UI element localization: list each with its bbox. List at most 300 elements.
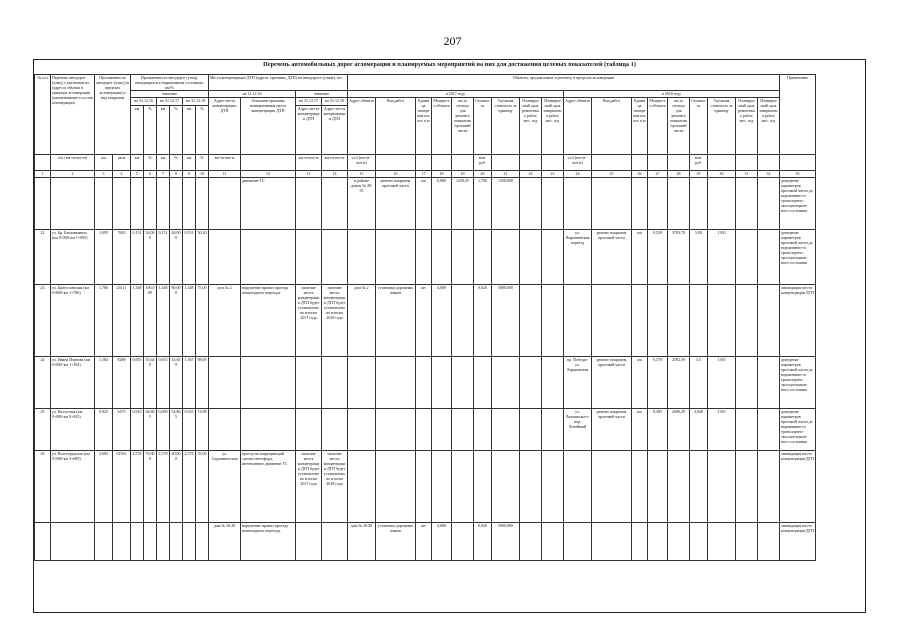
cell-road: ул. Ивана Первова (км 0+000-км 1+184) xyxy=(51,357,95,409)
header-conc-d1: на 31.12.16 xyxy=(209,91,296,98)
table-row xyxy=(35,451,816,523)
cell-w-unitcost: 5000,000 xyxy=(492,523,520,561)
column-number: 27 xyxy=(648,171,668,178)
cell-v2 xyxy=(157,523,170,561)
header-w-addr: Адрес объекта xyxy=(348,98,376,155)
cell-road xyxy=(51,178,95,230)
cell-conc-cause: нарушение правил проезда пешеходного перехода xyxy=(241,285,296,357)
cell-w2-unit: км xyxy=(632,230,648,285)
cell-w2-addr xyxy=(564,523,592,561)
cell-w2-cost: 5,00 xyxy=(690,230,708,285)
cell-p1: 64,865 xyxy=(144,409,157,451)
cell-v3 xyxy=(183,523,196,561)
cell-p3: 55,00 xyxy=(196,451,209,523)
cell-w2-type xyxy=(592,178,632,230)
cell-p2: 43,659 xyxy=(170,357,183,409)
header-norm: Протяженность автодорог (улиц), находящихся в нормативном состоянии, км/% xyxy=(131,75,209,91)
column-number: 4 xyxy=(113,171,131,178)
cell-conc-a2 xyxy=(296,409,322,451)
cell-n xyxy=(35,523,51,561)
header-w-plan2: Планируемый срок завершения работ, мес. год xyxy=(542,98,564,155)
cell-v2: 0,151 xyxy=(157,230,170,285)
header-norm-value: значение xyxy=(131,91,209,98)
cell-w-plan2 xyxy=(542,230,564,285)
cell-w-plan xyxy=(520,451,542,523)
cell-w2-unit xyxy=(632,451,648,523)
cell-w2-unitcost xyxy=(708,178,736,230)
cell-conc-addr: дом № 2 xyxy=(209,285,241,357)
cell-w2-plan2 xyxy=(758,178,780,230)
column-number: 21 xyxy=(492,171,520,178)
cell-conc-cause: нарушение правил проезда пешеходного перехода xyxy=(241,523,296,561)
header-w2-plan: Планируемый срок ремонтных работ, мес. год xyxy=(736,98,758,155)
cell-w-plan xyxy=(520,178,542,230)
cell-note: доведение параметров проезжей части до нормативно-го транспортно-эксплуатацион-ного состояния xyxy=(780,230,816,285)
cell-w-addr xyxy=(348,409,376,451)
cell-w2-addr: ул. Лятошкского-пер. Литейный xyxy=(564,409,592,451)
cell-w-addr xyxy=(348,230,376,285)
cell-w2-cost xyxy=(690,523,708,561)
cell-w-plan2 xyxy=(542,178,564,230)
column-number: 26 xyxy=(632,171,648,178)
roads-table xyxy=(34,74,816,561)
header-w-share: км за столько для ремонта покрытия проезжей части xyxy=(452,98,474,155)
cell-w2-plan2 xyxy=(758,451,780,523)
cell-w-power xyxy=(432,230,452,285)
column-number: 18 xyxy=(432,171,452,178)
cell-w2-power xyxy=(648,451,668,523)
table-row xyxy=(35,523,816,561)
cell-w-unitcost: 5000,000 xyxy=(492,285,520,357)
cell-w2-cost xyxy=(690,451,708,523)
cell-w-type xyxy=(376,357,416,409)
cell-w-type xyxy=(376,409,416,451)
cell-len-kvm xyxy=(113,178,131,230)
cell-w2-unitcost: 1350 xyxy=(708,409,736,451)
cell-w-type xyxy=(376,230,416,285)
cell-w-share xyxy=(452,230,474,285)
cell-w-power: 0,880 xyxy=(432,178,452,230)
cell-w2-unitcost: 1350 xyxy=(708,230,736,285)
cell-v1 xyxy=(131,523,144,561)
cell-n: 23 xyxy=(35,285,51,357)
cell-w-addr xyxy=(348,451,376,523)
cell-w2-share xyxy=(668,285,690,357)
cell-p3: 50,20 xyxy=(196,230,209,285)
cell-w2-unit: км xyxy=(632,357,648,409)
cell-w2-unit xyxy=(632,523,648,561)
column-number: 16 xyxy=(376,171,416,178)
header-conc-cause: Описание причины возникновения места концентрации ДТП xyxy=(241,98,296,155)
header-w2-unit: Единица измерения км, шт, п.м xyxy=(632,98,648,155)
header-w-unitcost: Удельная стоимость за единицу xyxy=(492,98,520,155)
cell-w-share xyxy=(452,523,474,561)
column-number: 3 xyxy=(95,171,113,178)
cell-w2-unitcost xyxy=(708,451,736,523)
cell-v3: 1,567 xyxy=(183,357,196,409)
table-title: Перечень автомобильных дорог агломерации и планируемых мероприятий на них для достижения целевых показателей (таблица 1) xyxy=(263,62,636,68)
cell-p3: 98,69 xyxy=(196,357,209,409)
cell-w2-addr xyxy=(564,285,592,357)
cell-w2-type: ремонт покрытия проезжей части xyxy=(592,230,632,285)
header-w-cost: Стоимость xyxy=(474,98,492,155)
cell-w2-share xyxy=(668,523,690,561)
header-w2-share: км за столько для ремонта покрытия проезжей части xyxy=(668,98,690,155)
cell-conc-a2 xyxy=(296,523,322,561)
cell-w2-power xyxy=(648,523,668,561)
cell-v3: 2,578 xyxy=(183,451,196,523)
document-sheet xyxy=(33,59,866,613)
cell-p3: 74,98 xyxy=(196,409,209,451)
cell-w2-plan xyxy=(736,357,758,409)
header-conc-addr3: Адрес места концентрации ДТП xyxy=(322,106,348,155)
cell-conc-addr xyxy=(209,230,241,285)
cell-conc-cause xyxy=(241,357,296,409)
cell-conc-a3 xyxy=(322,178,348,230)
cell-conc-a3 xyxy=(322,523,348,561)
cell-w-power xyxy=(432,409,452,451)
cell-w-unitcost xyxy=(492,451,520,523)
cell-v1: 1,348 xyxy=(131,285,144,357)
cell-w-plan2 xyxy=(542,409,564,451)
cell-conc-a3: наличие места концентрации ДТП будет установлено по итогам 2018 года xyxy=(322,451,348,523)
cell-w-addr: в районе домов № 49-55 xyxy=(348,178,376,230)
cell-w-unit xyxy=(416,451,432,523)
header-norm-d1: на 31.12.16 xyxy=(131,98,157,106)
column-number: 5 xyxy=(131,171,144,178)
cell-w2-power xyxy=(648,178,668,230)
cell-w2-power: 0,370 xyxy=(648,357,668,409)
column-number: 31 xyxy=(736,171,758,178)
cell-w2-share: 2696,29 xyxy=(668,409,690,451)
unit-km: км xyxy=(95,155,113,171)
cell-w2-type xyxy=(592,523,632,561)
unit-road: п/п (км+м-км+м) xyxy=(51,155,95,171)
cell-w2-cost xyxy=(690,285,708,357)
cell-conc-cause: движение ТС xyxy=(241,178,296,230)
header-units-row: п/п (км+м-км+м) км кв.м км % км % км % км+м-км+м км+м-км+м км+м-км+м п/п (км+м-км+м) млн. руб. п/п (км+м-км+м) млн. руб. xyxy=(35,155,816,171)
cell-w2-plan2 xyxy=(758,285,780,357)
cell-w2-unitcost xyxy=(708,523,736,561)
cell-road: ул. Волгоградская (км 0+000-км 3+683) xyxy=(51,451,95,523)
cell-w2-type: ремонт покрытия проезжей части xyxy=(592,409,632,451)
cell-w2-type xyxy=(592,451,632,523)
header-norm-pct1: % xyxy=(144,106,157,155)
cell-p2: 60,000 xyxy=(170,451,183,523)
cell-w-plan xyxy=(520,523,542,561)
cell-w-power: 4,000 xyxy=(432,285,452,357)
cell-len-km: 1,095 xyxy=(95,230,113,285)
cell-v2: 1,348 xyxy=(157,285,170,357)
header-w-power: Мощность объекта xyxy=(432,98,452,155)
column-number: 20 xyxy=(474,171,492,178)
header-conc-addr2: Адрес места концентрации ДТП xyxy=(296,106,322,155)
cell-w-unit: шт xyxy=(416,285,432,357)
header-norm-d2: на 31.12.17 xyxy=(157,98,183,106)
cell-road xyxy=(51,523,95,561)
cell-w2-addr xyxy=(564,451,592,523)
cell-len-km: 3,683 xyxy=(95,451,113,523)
header-w-type: Вид работ xyxy=(376,98,416,155)
cell-len-km: 1,786 xyxy=(95,285,113,357)
header-norm-km1: км xyxy=(131,106,144,155)
cell-w2-unit xyxy=(632,178,648,230)
header-year-2017: в 2017 году xyxy=(348,91,564,98)
cell-w2-plan2 xyxy=(758,230,780,285)
cell-v3: 1,348 xyxy=(183,285,196,357)
header-w2-type: Вид работ xyxy=(592,98,632,155)
cell-conc-a3: наличие места концентрации ДТП будет установлено по итогам 2018 года xyxy=(322,285,348,357)
cell-conc-a3 xyxy=(322,357,348,409)
cell-v2: 2,578 xyxy=(157,451,170,523)
cell-n: 26 xyxy=(35,451,51,523)
cell-w2-plan2 xyxy=(758,409,780,451)
header-w2-power: Мощность объекта xyxy=(648,98,668,155)
cell-w2-unit: км xyxy=(632,409,648,451)
header-row-3 xyxy=(35,98,816,106)
column-number: 8 xyxy=(170,171,183,178)
cell-p1: 54,000 xyxy=(144,230,157,285)
cell-p1 xyxy=(144,523,157,561)
cell-w-plan xyxy=(520,230,542,285)
cell-w-addr: дом № 2 xyxy=(348,285,376,357)
cell-w-cost xyxy=(474,409,492,451)
cell-len-kvm: 61591 xyxy=(113,451,131,523)
header-norm-km3: км xyxy=(183,106,196,155)
column-number: 22 xyxy=(520,171,542,178)
cell-w2-power: 0,385 xyxy=(648,409,668,451)
page-number: 207 xyxy=(443,34,462,48)
header-norm-km2: км xyxy=(157,106,170,155)
cell-v2: 0,655 xyxy=(157,357,170,409)
cell-v1: 2,578 xyxy=(131,451,144,523)
column-number: 14 xyxy=(322,171,348,178)
cell-v2: 0,600 xyxy=(157,409,170,451)
header-concentration: Места концентрации ДТП (адреса, причины, ДТП) на автодороге (улице), шт xyxy=(209,75,348,91)
column-number: 28 xyxy=(668,171,690,178)
header-norm-pct2: % xyxy=(170,106,183,155)
cell-w2-share: 3703,70 xyxy=(668,230,690,285)
cell-w-share: 1259,25 xyxy=(452,178,474,230)
cell-v3: 0,925 xyxy=(183,409,196,451)
cell-w2-power: 0,529 xyxy=(648,230,668,285)
header-note: Примечание xyxy=(780,75,816,155)
cell-p2: 46,000 xyxy=(170,230,183,285)
header-row-2 xyxy=(35,91,816,98)
cell-note: ликвидация места концентрации ДТП xyxy=(780,523,816,561)
cell-w-addr: дом № 26-28 xyxy=(348,523,376,561)
header-norm-pct3: % xyxy=(196,106,209,155)
cell-w-plan xyxy=(520,357,542,409)
cell-w-type: установка дорожных знаков xyxy=(376,285,416,357)
column-number: 32 xyxy=(758,171,780,178)
cell-w2-plan xyxy=(736,230,758,285)
cell-w2-plan xyxy=(736,451,758,523)
header-road: Перечень автодорог (улиц) с указанием их (адреса) объекта в границах агломерации (наименование и состав агломерации) xyxy=(51,75,95,155)
cell-w-plan2 xyxy=(542,285,564,357)
cell-w-unitcost xyxy=(492,409,520,451)
cell-w-plan2 xyxy=(542,451,564,523)
header-length: Протяженность автодорог (улиц) (в пределах агломерации) и вид покрытия xyxy=(95,75,131,155)
cell-note: доведение параметров проезжей части до нормативно-го транспортно-эксплуатацион-ного состояния xyxy=(780,409,816,451)
cell-note: доведение параметров проезжей части до нормативно-го транспортно-эксплуатацион-ного состояния xyxy=(780,178,816,230)
cell-p2 xyxy=(170,178,183,230)
cell-w2-plan xyxy=(736,178,758,230)
cell-road: ул. Братославская (км 0+000-км 1+786) xyxy=(51,285,95,357)
header-works: Объекты, предлагаемые к ремонту, в пределах агломерации xyxy=(348,75,780,91)
cell-conc-a2 xyxy=(296,230,322,285)
header-conc-d2: на 31.12.17 xyxy=(296,98,322,106)
column-number-row xyxy=(35,171,816,178)
column-number: 19 xyxy=(452,171,474,178)
cell-conc-cause: проезд на запрещающий сигнал светофора, интенсивное движение ТС xyxy=(241,451,296,523)
cell-conc-a2: наличие места концентрации ДТП будет установлено по итогам 2017 года xyxy=(296,285,322,357)
cell-note: ликвидация места концентрации ДТП xyxy=(780,285,816,357)
cell-w2-share xyxy=(668,451,690,523)
cell-w-share xyxy=(452,409,474,451)
cell-w2-power xyxy=(648,285,668,357)
cell-conc-a3 xyxy=(322,230,348,285)
cell-w2-unit xyxy=(632,285,648,357)
cell-p2: 80,000 xyxy=(170,285,183,357)
header-num: № п/п xyxy=(35,75,51,155)
cell-w2-addr: пр. Победы-ул. Харьковская xyxy=(564,357,592,409)
column-number: 33 xyxy=(780,171,816,178)
column-number: 10 xyxy=(196,171,209,178)
cell-w-unitcost xyxy=(492,357,520,409)
cell-w-unitcost xyxy=(492,230,520,285)
column-number: 24 xyxy=(564,171,592,178)
cell-v1: 0,610 xyxy=(131,409,144,451)
cell-p1: 55,640 xyxy=(144,357,157,409)
cell-w-cost xyxy=(474,357,492,409)
cell-p1 xyxy=(144,178,157,230)
cell-w2-unitcost: 1350 xyxy=(708,357,736,409)
cell-w2-share: 2592,59 xyxy=(668,357,690,409)
cell-w-cost xyxy=(474,451,492,523)
table-row xyxy=(35,178,816,230)
column-number: 29 xyxy=(690,171,708,178)
header-w2-addr: Адрес объекта xyxy=(564,98,592,155)
cell-conc-cause xyxy=(241,230,296,285)
column-number: 11 xyxy=(209,171,241,178)
header-w2-plan2: Планируемый срок завершения работ, мес. год xyxy=(758,98,780,155)
cell-conc-addr xyxy=(209,409,241,451)
cell-v3 xyxy=(183,178,196,230)
cell-note: доведение параметров проезжей части до нормативно-го транспортно-эксплуатацион-ного состояния xyxy=(780,357,816,409)
cell-p1: 70,000 xyxy=(144,451,157,523)
cell-w-unit xyxy=(416,230,432,285)
cell-w-unit: шт xyxy=(416,523,432,561)
cell-v3: 0,551 xyxy=(183,230,196,285)
header-w2-cost: Стоимость xyxy=(690,98,708,155)
cell-w-share xyxy=(452,285,474,357)
cell-w-addr xyxy=(348,357,376,409)
cell-p1: 100,000 xyxy=(144,285,157,357)
header-norm-d3: на 31.12.18 xyxy=(183,98,209,106)
cell-conc-addr xyxy=(209,178,241,230)
cell-n xyxy=(35,178,51,230)
cell-p3 xyxy=(196,523,209,561)
column-number: 9 xyxy=(183,171,196,178)
cell-road: ул. Колхозная (км 0+000-км 0+925) xyxy=(51,409,95,451)
header-conc-addr: Адрес места концентрации ДТП xyxy=(209,98,241,155)
header-row-1 xyxy=(35,75,816,91)
cell-w-share xyxy=(452,451,474,523)
cell-w-unit: км xyxy=(416,178,432,230)
column-number: 23 xyxy=(542,171,564,178)
cell-n: 24 xyxy=(35,357,51,409)
cell-w2-share xyxy=(668,178,690,230)
cell-w2-plan xyxy=(736,285,758,357)
column-number: 15 xyxy=(348,171,376,178)
cell-conc-a3 xyxy=(322,409,348,451)
column-number: 13 xyxy=(296,171,322,178)
cell-p3: 75,00 xyxy=(196,285,209,357)
cell-w-cost: 1,700 xyxy=(474,178,492,230)
cell-w-unitcost: 1350,000 xyxy=(492,178,520,230)
table-row xyxy=(35,285,816,357)
cell-w2-addr xyxy=(564,178,592,230)
cell-w-unit xyxy=(416,409,432,451)
column-number: 17 xyxy=(416,171,432,178)
cell-p2 xyxy=(170,523,183,561)
cell-w2-cost xyxy=(690,178,708,230)
cell-len-kvm: 24111 xyxy=(113,285,131,357)
cell-w2-addr: ул. Пиронеевская переезд xyxy=(564,230,592,285)
column-number: 2 xyxy=(51,171,95,178)
cell-w2-type: ремонт покрытия проезжей части xyxy=(592,357,632,409)
cell-conc-a2 xyxy=(296,178,322,230)
column-number: 12 xyxy=(241,171,296,178)
cell-w2-plan2 xyxy=(758,523,780,561)
cell-len-km: 1,184 xyxy=(95,357,113,409)
cell-w2-plan2 xyxy=(758,357,780,409)
cell-note: ликвидация места концентрации ДТП xyxy=(780,451,816,523)
column-number: 6 xyxy=(144,171,157,178)
cell-len-kvm: 8288 xyxy=(113,357,131,409)
cell-conc-cause xyxy=(241,409,296,451)
cell-w-plan xyxy=(520,285,542,357)
cell-w2-plan xyxy=(736,409,758,451)
cell-w2-type xyxy=(592,285,632,357)
header-w2-unitcost: Удельная стоимость за единицу xyxy=(708,98,736,155)
cell-w-power xyxy=(432,357,452,409)
cell-w2-unitcost xyxy=(708,285,736,357)
cell-len-kvm: 7665 xyxy=(113,230,131,285)
cell-p2: 54,865 xyxy=(170,409,183,451)
cell-conc-a2 xyxy=(296,357,322,409)
column-number: 30 xyxy=(708,171,736,178)
cell-w-plan xyxy=(520,409,542,451)
cell-w-type: ремонт покрытия проезжей части xyxy=(376,178,416,230)
cell-n: 22 xyxy=(35,230,51,285)
cell-len-km xyxy=(95,178,113,230)
cell-conc-addr: дом № 26-28 xyxy=(209,523,241,561)
cell-v1 xyxy=(131,178,144,230)
unit-kvm: кв.м xyxy=(113,155,131,171)
header-year-2018: в 2018 году xyxy=(564,91,780,98)
table-row xyxy=(35,357,816,409)
column-number: 1 xyxy=(35,171,51,178)
cell-w-cost: 0,020 xyxy=(474,523,492,561)
cell-w-unit xyxy=(416,357,432,409)
cell-n: 25 xyxy=(35,409,51,451)
cell-v1: 0,151 xyxy=(131,230,144,285)
header-conc-d3: на 31.12.18 xyxy=(322,98,348,106)
cell-w2-plan xyxy=(736,523,758,561)
column-number: 25 xyxy=(592,171,632,178)
